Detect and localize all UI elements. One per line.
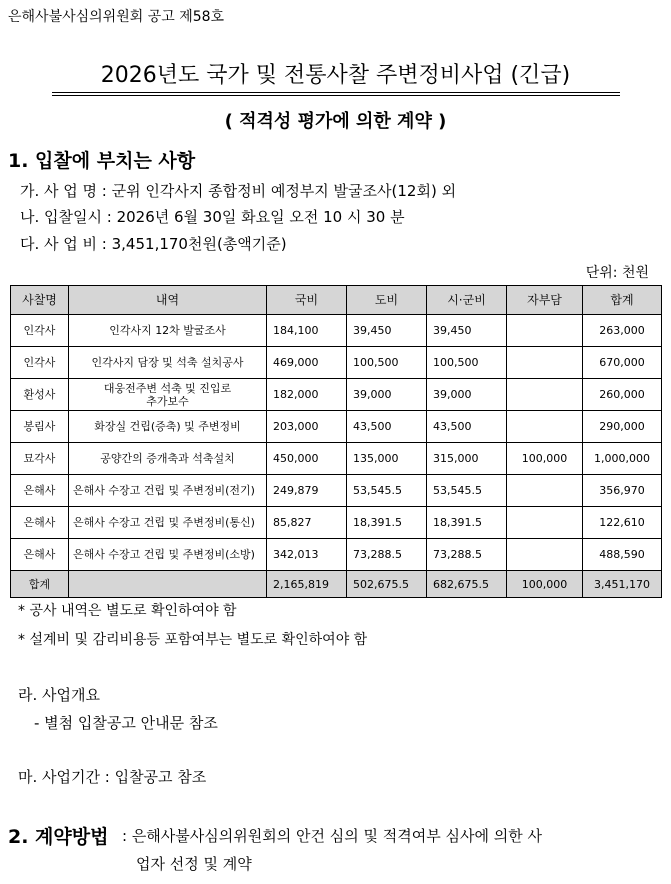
table-row bbox=[11, 347, 662, 379]
city-cell: 53,545.5 bbox=[427, 475, 507, 507]
city-cell: 315,000 bbox=[427, 443, 507, 475]
temple-cell: 환성사 bbox=[11, 379, 69, 411]
desc-text: 은해사 수장고 건립 및 주변정비(소방) bbox=[73, 548, 255, 561]
total-cell: 263,000 bbox=[583, 315, 662, 347]
budget-table bbox=[10, 285, 662, 598]
self-cell bbox=[507, 347, 583, 379]
title-underline-bottom bbox=[52, 95, 620, 96]
contract-method-line1: : 은해사불사심의위원회의 안건 심의 및 적격여부 심사에 의한 사 bbox=[122, 827, 542, 845]
desc-text: 은해사 수장고 건립 및 주변정비(전기) bbox=[73, 484, 255, 497]
province-cell: 43,500 bbox=[347, 411, 427, 443]
total-self-cell: 100,000 bbox=[507, 571, 583, 598]
budget-item: 다. 사 업 비 : 3,451,170천원(총액기준) bbox=[20, 235, 287, 253]
city-cell: 73,288.5 bbox=[427, 539, 507, 571]
table-row bbox=[11, 315, 662, 347]
total-national-cell: 2,165,819 bbox=[267, 571, 347, 598]
contract-method-line2: 업자 선정 및 계약 bbox=[136, 855, 252, 873]
total-cell: 290,000 bbox=[583, 411, 662, 443]
column-header: 내역 bbox=[69, 286, 267, 315]
table-row bbox=[11, 475, 662, 507]
national-cell: 450,000 bbox=[267, 443, 347, 475]
overview-detail: - 별첨 입찰공고 안내문 참조 bbox=[34, 714, 218, 732]
section1-heading: 1. 입찰에 부치는 사항 bbox=[8, 150, 196, 172]
temple-cell: 은해사 bbox=[11, 507, 69, 539]
note-design-cost: * 설계비 및 감리비용등 포함여부는 별도로 확인하여야 함 bbox=[18, 632, 368, 648]
self-cell bbox=[507, 539, 583, 571]
total-cell: 488,590 bbox=[583, 539, 662, 571]
national-cell: 249,879 bbox=[267, 475, 347, 507]
total-cell: 260,000 bbox=[583, 379, 662, 411]
province-cell: 18,391.5 bbox=[347, 507, 427, 539]
total-cell: 1,000,000 bbox=[583, 443, 662, 475]
title-underline-top bbox=[52, 92, 620, 93]
desc-cell: 화장실 건립(증축) 및 주변정비 bbox=[69, 411, 267, 443]
note-construction: * 공사 내역은 별도로 확인하여야 함 bbox=[18, 603, 237, 619]
column-header: 도비 bbox=[347, 286, 427, 315]
notice-number: 은해사불사심의위원회 공고 제58호 bbox=[8, 9, 225, 25]
total-row bbox=[11, 571, 662, 598]
column-header: 합계 bbox=[583, 286, 662, 315]
bid-date-item: 나. 입찰일시 : 2026년 6월 30일 화요일 오전 10 시 30 분 bbox=[20, 208, 405, 226]
self-cell bbox=[507, 315, 583, 347]
self-cell bbox=[507, 475, 583, 507]
self-cell bbox=[507, 411, 583, 443]
temple-cell: 봉림사 bbox=[11, 411, 69, 443]
national-cell: 469,000 bbox=[267, 347, 347, 379]
province-cell: 73,288.5 bbox=[347, 539, 427, 571]
national-cell: 85,827 bbox=[267, 507, 347, 539]
temple-cell: 묘각사 bbox=[11, 443, 69, 475]
total-province-cell: 502,675.5 bbox=[347, 571, 427, 598]
period-item: 마. 사업기간 : 입찰공고 참조 bbox=[18, 768, 207, 786]
total-label-cell: 합계 bbox=[11, 571, 69, 598]
total-cell: 670,000 bbox=[583, 347, 662, 379]
desc-text: 대웅전주변 석축 및 진입로 추가보수 bbox=[103, 381, 232, 408]
desc-cell: 인각사지 12차 발굴조사 bbox=[69, 315, 267, 347]
total-sum-cell: 3,451,170 bbox=[583, 571, 662, 598]
document-subtitle: ( 적격성 평가에 의한 계약 ) bbox=[224, 111, 447, 132]
national-cell: 184,100 bbox=[267, 315, 347, 347]
province-cell: 39,450 bbox=[347, 315, 427, 347]
self-cell: 100,000 bbox=[507, 443, 583, 475]
table-row bbox=[11, 443, 662, 475]
temple-cell: 인각사 bbox=[11, 347, 69, 379]
desc-cell bbox=[69, 475, 267, 507]
province-cell: 39,000 bbox=[347, 379, 427, 411]
desc-cell bbox=[69, 507, 267, 539]
total-city-cell: 682,675.5 bbox=[427, 571, 507, 598]
project-name-item: 가. 사 업 명 : 군위 인각사지 종합정비 예정부지 발굴조사(12회) 외 bbox=[20, 182, 457, 200]
desc-cell: 공양간의 증개축과 석축설치 bbox=[69, 443, 267, 475]
table-row bbox=[11, 507, 662, 539]
document-title: 2026년도 국가 및 전통사찰 주변정비사업 (긴급) bbox=[100, 63, 571, 88]
city-cell: 43,500 bbox=[427, 411, 507, 443]
column-header: 시·군비 bbox=[427, 286, 507, 315]
national-cell: 182,000 bbox=[267, 379, 347, 411]
province-cell: 135,000 bbox=[347, 443, 427, 475]
province-cell: 100,500 bbox=[347, 347, 427, 379]
national-cell: 342,013 bbox=[267, 539, 347, 571]
section2-heading: 2. 계약방법 bbox=[8, 826, 109, 848]
column-header: 국비 bbox=[267, 286, 347, 315]
temple-cell: 은해사 bbox=[11, 539, 69, 571]
overview-heading: 라. 사업개요 bbox=[18, 686, 100, 704]
table-row bbox=[11, 539, 662, 571]
temple-cell: 인각사 bbox=[11, 315, 69, 347]
self-cell bbox=[507, 507, 583, 539]
desc-cell bbox=[69, 379, 267, 411]
total-desc-cell bbox=[69, 571, 267, 598]
total-cell: 122,610 bbox=[583, 507, 662, 539]
temple-cell: 은해사 bbox=[11, 475, 69, 507]
table-header-row bbox=[11, 286, 662, 315]
city-cell: 18,391.5 bbox=[427, 507, 507, 539]
self-cell bbox=[507, 379, 583, 411]
national-cell: 203,000 bbox=[267, 411, 347, 443]
desc-cell: 인각사지 담장 및 석축 설치공사 bbox=[69, 347, 267, 379]
total-cell: 356,970 bbox=[583, 475, 662, 507]
column-header: 사찰명 bbox=[11, 286, 69, 315]
table-row bbox=[11, 379, 662, 411]
desc-cell bbox=[69, 539, 267, 571]
desc-text: 은해사 수장고 건립 및 주변정비(통신) bbox=[73, 516, 255, 529]
city-cell: 39,450 bbox=[427, 315, 507, 347]
province-cell: 53,545.5 bbox=[347, 475, 427, 507]
table-row bbox=[11, 411, 662, 443]
unit-label: 단위: 천원 bbox=[585, 265, 649, 281]
city-cell: 100,500 bbox=[427, 347, 507, 379]
city-cell: 39,000 bbox=[427, 379, 507, 411]
column-header: 자부담 bbox=[507, 286, 583, 315]
